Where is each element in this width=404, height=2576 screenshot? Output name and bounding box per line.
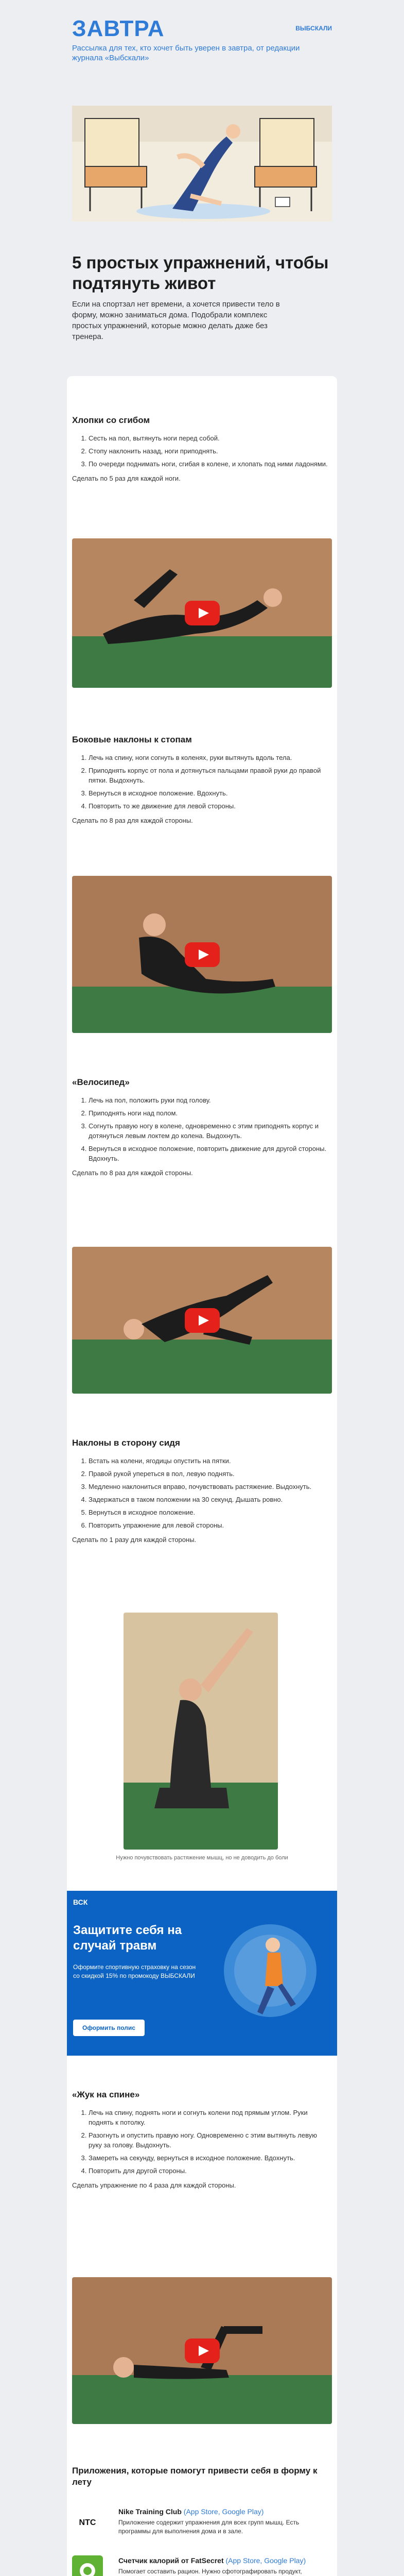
app-store-links[interactable]: (App Store, Google Play) — [225, 2556, 306, 2565]
apps-section — [72, 2465, 332, 2488]
exercise-note: Сделать по 1 разу для каждой стороны. — [72, 1536, 197, 1544]
app-name-line — [118, 2555, 332, 2566]
exercise-video[interactable] — [72, 2277, 332, 2424]
app-name: Счетчик калорий от FatSecret — [118, 2556, 224, 2565]
exercise-step: 2. Приподнять ноги над полом. — [89, 1108, 332, 1118]
exercise-step: 1. Встать на колени, ягодицы опустить на пятки. — [89, 1456, 332, 1466]
app-desc: Приложение содержит упражнения для всех групп мышц. Есть программы для выполнения дома и в зале. — [118, 2519, 300, 2535]
exercise-step: 2. Правой рукой упереться в пол, левую поднять. — [89, 1469, 332, 1479]
nike-app-icon — [72, 2506, 103, 2537]
logo: ЗАВТРА — [72, 16, 165, 41]
exercise-title: Наклоны в сторону сидя — [72, 1438, 180, 1448]
exercise-title: Хлопки со сгибом — [72, 415, 150, 425]
exercise-4 — [72, 1437, 332, 1545]
app-name: Nike Training Club — [118, 2507, 182, 2516]
exercise-steps — [72, 433, 332, 469]
exercise-step: 3. Замереть на секунду, вернуться в исходное положение. Вдохнуть. — [89, 2153, 332, 2163]
exercise-title: Боковые наклоны к стопам — [72, 735, 192, 744]
play-icon[interactable] — [185, 601, 220, 625]
article-title: 5 простых упражнений, чтобы подтянуть живот — [72, 253, 329, 293]
runner-illustration — [221, 1914, 319, 2038]
app-store-links[interactable]: (App Store, Google Play) — [183, 2507, 264, 2516]
app-name-line — [118, 2506, 332, 2517]
hero-illustration — [72, 106, 332, 222]
exercise-note: Сделать по 8 раз для каждой стороны. — [72, 1169, 193, 1177]
exercise-note: Сделать по 8 раз для каждой стороны. — [72, 817, 193, 824]
exercise-3 — [72, 1077, 332, 1178]
exercise-step: 4. Вернуться в исходное положение, повторить движение для другой стороны. Вдохнуть. — [89, 1144, 332, 1163]
exercise-step: 3. По очереди поднимать ноги, сгибая в колене, и хлопать под ними ладонями. — [89, 459, 332, 469]
exercise-2 — [72, 734, 332, 825]
app-desc: Помогает составить рацион. Нужно сфотографировать продукт, — [118, 2568, 302, 2575]
exercise-steps — [72, 753, 332, 811]
exercise-note: Сделать по 5 раз для каждой ноги. — [72, 474, 181, 482]
exercise-title: «Жук на спине» — [72, 2090, 140, 2099]
exercise-step: 4. Повторить для другой стороны. — [89, 2166, 332, 2176]
get-policy-button[interactable]: Оформить полис — [73, 2020, 145, 2036]
exercise-photo-svg — [124, 1613, 278, 1850]
app-body — [118, 2555, 332, 2576]
play-icon[interactable] — [185, 2338, 220, 2363]
play-icon[interactable] — [185, 1308, 220, 1333]
app-item[interactable] — [72, 2555, 332, 2576]
exercise-steps — [72, 1095, 332, 1163]
exercise-step: 4. Повторить то же движение для левой стороны. — [89, 801, 332, 811]
brand-link[interactable]: ВЫБСКАЛИ — [295, 25, 332, 32]
banner-title: Защитите себя на случай травм — [73, 1923, 182, 1953]
exercise-step: 3. Медленно наклониться вправо, почувствовать растяжение. Выдохнуть. — [89, 1482, 332, 1492]
exercise-video[interactable] — [72, 1247, 332, 1394]
banner-logo: ВСК — [73, 1898, 88, 1906]
insurance-banner[interactable] — [67, 1891, 337, 2056]
app-item[interactable] — [72, 2506, 332, 2548]
play-icon[interactable] — [185, 942, 220, 967]
exercise-step: 1. Сесть на пол, вытянуть ноги перед собой. — [89, 433, 332, 443]
hero-illustration-svg — [72, 106, 332, 222]
exercise-steps — [72, 2108, 332, 2176]
exercise-step: 5. Вернуться в исходное положение. — [89, 1507, 332, 1517]
exercise-step: 2. Разогнуть и опустить правую ногу. Одновременно с этим вытянуть левую руку за голову. Выдохнуть. — [89, 2130, 332, 2150]
apps-title: Приложения, которые помогут привести себя в форму к лету — [72, 2466, 318, 2487]
exercise-note: Сделать упражнение по 4 раза для каждой стороны. — [72, 2181, 236, 2189]
app-body — [118, 2506, 332, 2536]
tagline: Рассылка для тех, кто хочет быть уверен в завтра, от редакции журнала «Выбскали» — [72, 44, 300, 62]
exercise-step: 1. Лечь на спину, ноги согнуть в коленях, руки вытянуть вдоль тела. — [89, 753, 332, 762]
fatsecret-app-icon — [72, 2555, 103, 2576]
banner-text: Оформите спортивную страховку на сезон со скидкой 15% по промокоду ВЫБСКАЛИ — [73, 1963, 196, 1979]
exercise-step: 1. Лечь на спину, поднять ноги и согнуть колени под прямым углом. Руки поднять к потолку. — [89, 2108, 332, 2127]
exercise-step: 3. Вернуться в исходное положение. Вдохнуть. — [89, 788, 332, 798]
exercise-video[interactable] — [72, 538, 332, 688]
exercise-title: «Велосипед» — [72, 1077, 130, 1087]
exercise-step: 2. Стопу наклонить назад, ноги приподнять. — [89, 446, 332, 456]
exercise-step: 1. Лечь на пол, положить руки под голову. — [89, 1095, 332, 1105]
svg-text:NTC: NTC — [79, 2518, 96, 2527]
photo-caption: Нужно почувствовать растяжение мышц, но не доводить до боли — [116, 1855, 288, 1861]
email-header — [72, 15, 332, 63]
article-lead: Если на спортзал нет времени, а хочется привести тело в форму, можно заниматься дома. Подобрали комплекс простых упражнений, которые можно делать даже без тренера. — [72, 300, 280, 341]
exercise-video[interactable] — [72, 876, 332, 1033]
exercise-1 — [72, 415, 332, 483]
exercise-step: 6. Повторить упражнение для левой стороны. — [89, 1520, 332, 1530]
exercise-step: 3. Согнуть правую ногу в колене, одновременно с этим приподнять корпус и дотянуться левым локтем до колена. Выдохнуть. — [89, 1121, 332, 1141]
exercise-step: 4. Задержаться в таком положении на 30 секунд. Дышать ровно. — [89, 1495, 332, 1504]
exercise-step: 2. Приподнять корпус от пола и дотянуться пальцами правой руки до правой пятки. Выдохнуть. — [89, 766, 332, 785]
exercise-5 — [72, 2089, 332, 2190]
exercise-photo — [124, 1613, 278, 1850]
exercise-steps — [72, 1456, 332, 1530]
